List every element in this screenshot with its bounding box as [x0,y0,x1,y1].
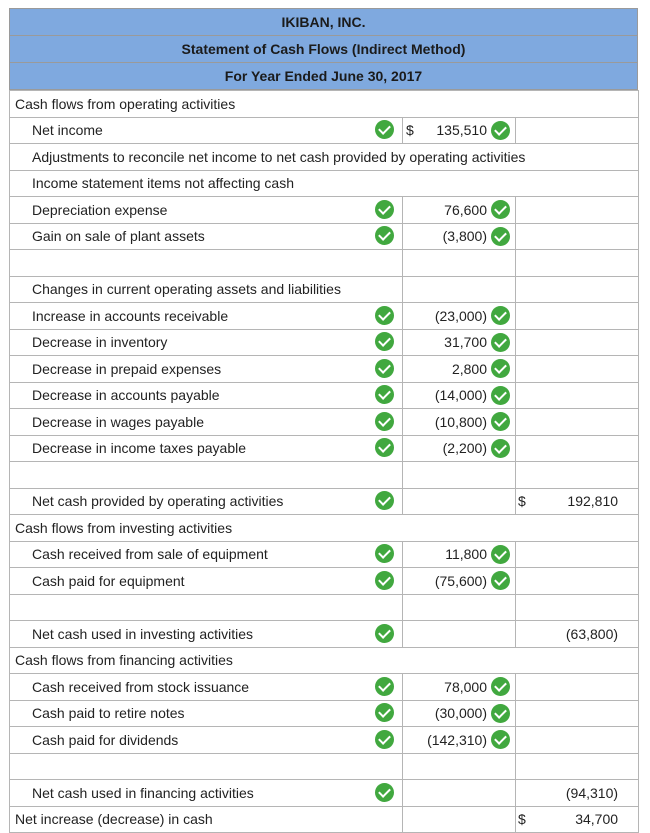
changes-items [10,303,639,462]
check-icon [491,571,510,590]
empty-cell [516,568,639,595]
empty-cell [516,435,639,462]
check-icon [491,545,510,564]
financing-total-value[interactable]: (94,310) [516,780,639,807]
empty-cell [403,594,516,621]
check-icon [375,730,394,749]
line-item-amount[interactable] [403,303,516,330]
investing-items [10,541,639,594]
investing-heading: Cash flows from investing activities [10,515,639,542]
empty-cell [403,462,516,489]
empty-cell [516,223,639,250]
check-icon [491,386,510,405]
line-item-label[interactable]: Decrease in income taxes payable [10,435,403,462]
check-icon [491,677,510,696]
empty-cell [516,674,639,701]
line-item-value: (23,000) [434,307,487,324]
investing-total-label[interactable]: Net cash used in investing activities [10,621,403,648]
income-items [10,197,639,250]
empty-cell [403,806,516,833]
empty-cell [516,250,639,277]
check-icon [375,359,394,378]
empty-cell [403,250,516,277]
empty-cell [516,197,639,224]
check-icon [491,200,510,219]
table-row [10,568,639,595]
net-change-cell[interactable] [516,806,639,833]
statement-table [9,90,639,833]
table-row [10,621,639,648]
line-item-value: (14,000) [434,387,487,404]
check-icon [375,624,394,643]
financing-items [10,674,639,754]
table-row [10,117,639,144]
empty-cell [516,753,639,780]
table-row [10,197,639,224]
empty-cell [10,753,403,780]
financing-heading: Cash flows from financing activities [10,647,639,674]
net-income-cell[interactable] [403,117,516,144]
check-icon [375,438,394,457]
operating-total-cell[interactable] [516,488,639,515]
line-item-label[interactable]: Decrease in accounts payable [10,382,403,409]
table-row [10,488,639,515]
investing-total-value[interactable]: (63,800) [516,621,639,648]
empty-cell [10,594,403,621]
currency-symbol: $ [406,122,414,139]
empty-cell [516,329,639,356]
empty-cell [516,594,639,621]
empty-cell[interactable] [403,488,516,515]
currency-symbol: $ [518,493,526,510]
empty-cell [403,753,516,780]
table-row [10,356,639,383]
check-icon [491,121,510,140]
operating-heading: Cash flows from operating activities [10,91,639,118]
check-icon [491,439,510,458]
operating-total-label[interactable]: Net cash provided by operating activities [10,488,403,515]
empty-cell [516,117,639,144]
table-row [10,780,639,807]
line-item-label[interactable]: Depreciation expense [10,197,403,224]
net-change-label: Net increase (decrease) in cash [10,806,403,833]
changes-label: Changes in current operating assets and liabilities [10,276,403,303]
check-icon [375,120,394,139]
empty-cell [516,541,639,568]
table-row [10,223,639,250]
table-row [10,329,639,356]
empty-cell [403,276,516,303]
check-icon [375,783,394,802]
empty-cell [516,462,639,489]
income-items-label: Income statement items not affecting cash [10,170,639,197]
table-row [10,409,639,436]
check-icon [375,332,394,351]
table-row [10,462,639,489]
table-row [10,250,639,277]
check-icon [375,677,394,696]
table-row [10,382,639,409]
line-item-value: (3,800) [442,228,487,245]
table-row [10,594,639,621]
check-icon [375,306,394,325]
empty-cell [516,303,639,330]
line-item-amount[interactable] [403,409,516,436]
line-item-value: 76,600 [444,201,487,218]
line-item-label[interactable]: Cash received from stock issuance [10,674,403,701]
table-row [10,435,639,462]
table-row [10,700,639,727]
check-icon [491,704,510,723]
empty-cell [10,250,403,277]
line-item-amount[interactable] [403,541,516,568]
table-row [10,91,639,118]
line-item-value: (142,310) [427,731,487,748]
line-item-value: 31,700 [444,334,487,351]
table-row [10,276,639,303]
line-item-value: 2,800 [451,360,487,377]
line-item-label[interactable]: Decrease in wages payable [10,409,403,436]
line-item-label[interactable]: Gain on sale of plant assets [10,223,403,250]
financing-total-label[interactable]: Net cash used in financing activities [10,780,403,807]
currency-symbol: $ [518,811,526,828]
empty-cell [10,462,403,489]
statement-title: Statement of Cash Flows (Indirect Method) [9,35,638,62]
table-row [10,170,639,197]
line-item-label[interactable]: Decrease in inventory [10,329,403,356]
check-icon [375,703,394,722]
line-item-label[interactable]: Cash paid for dividends [10,727,403,754]
line-item-value: 11,800 [445,546,487,563]
line-item-label[interactable]: Cash paid for equipment [10,568,403,595]
table-row [10,303,639,330]
table-row [10,806,639,833]
adjustments-label: Adjustments to reconcile net income to net cash provided by operating activities [10,144,639,171]
line-item-amount[interactable] [403,727,516,754]
line-item-value: (2,200) [442,440,487,457]
net-change-value: 34,700 [575,811,619,828]
line-item-amount[interactable] [403,700,516,727]
line-item-value: 78,000 [444,678,487,695]
net-income-label[interactable]: Net income [10,117,403,144]
statement-period: For Year Ended June 30, 2017 [9,62,638,90]
check-icon [375,200,394,219]
table-row [10,727,639,754]
check-icon [375,385,394,404]
check-icon [491,412,510,431]
empty-cell[interactable] [403,780,516,807]
cash-flow-statement [9,8,638,833]
table-row [10,541,639,568]
check-icon [491,333,510,352]
line-item-label[interactable]: Cash paid to retire notes [10,700,403,727]
table-row [10,674,639,701]
company-name: IKIBAN, INC. [9,8,638,35]
empty-cell [516,409,639,436]
check-icon [491,359,510,378]
empty-cell [516,382,639,409]
check-icon [375,226,394,245]
line-item-amount[interactable] [403,382,516,409]
line-item-label[interactable]: Cash received from sale of equipment [10,541,403,568]
check-icon [491,227,510,246]
line-item-label[interactable]: Decrease in prepaid expenses [10,356,403,383]
table-row [10,515,639,542]
line-item-value: (10,800) [434,413,487,430]
line-item-amount[interactable] [403,356,516,383]
check-icon [491,730,510,749]
check-icon [375,544,394,563]
line-item-value: (75,600) [434,572,487,589]
check-icon [375,491,394,510]
line-item-amount[interactable] [403,329,516,356]
table-row [10,144,639,171]
check-icon [491,306,510,325]
line-item-amount[interactable] [403,674,516,701]
operating-total-value: 192,810 [567,493,619,510]
line-item-amount[interactable] [403,568,516,595]
line-item-amount[interactable] [403,197,516,224]
line-item-value: (30,000) [434,705,487,722]
table-row [10,647,639,674]
empty-cell[interactable] [403,621,516,648]
empty-cell [516,356,639,383]
empty-cell [516,700,639,727]
table-row [10,753,639,780]
line-item-amount[interactable] [403,435,516,462]
line-item-amount[interactable] [403,223,516,250]
line-item-label[interactable]: Increase in accounts receivable [10,303,403,330]
check-icon [375,571,394,590]
net-income-value: 135,510 [436,122,487,139]
empty-cell [516,276,639,303]
check-icon [375,412,394,431]
empty-cell [516,727,639,754]
